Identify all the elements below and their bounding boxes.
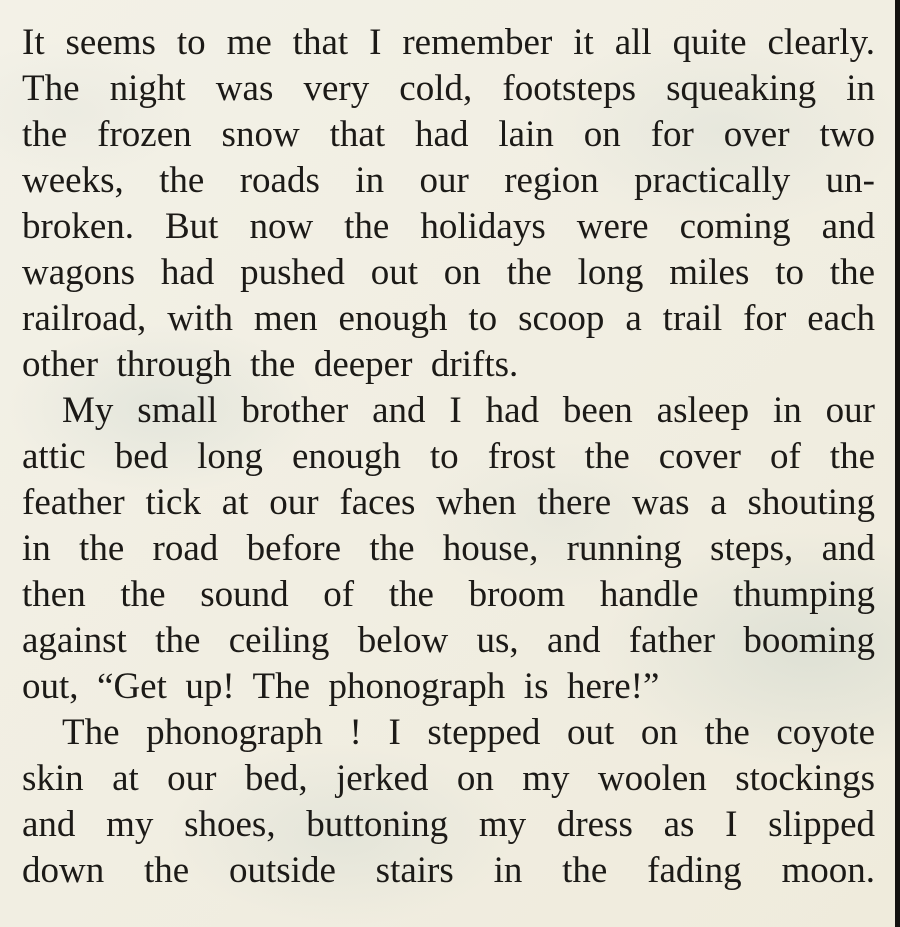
text-line: and my shoes, buttoning my dress as I slipped [22,804,875,845]
text-line: the frozen snow that had lain on for over two [22,114,875,155]
text-line: broken. But now the holidays were coming and [22,206,875,247]
text-line: against the ceiling below us, and father booming [22,620,875,661]
text-line-paragraph-start: The phonograph ! I stepped out on the coyote [62,712,875,753]
text-block [22,20,875,894]
text-line: It seems to me that I remember it all quite clearly. [22,22,875,63]
text-line-paragraph-end: other through the deeper drifts. [22,344,519,385]
text-line: skin at our bed, jerked on my woolen stockings [22,758,875,799]
text-line: weeks, the roads in our region practically un- [22,160,875,201]
text-line-paragraph-start: My small brother and I had been asleep in our [62,390,875,431]
text-line: down the outside stairs in the fading moon. [22,850,875,891]
text-line: attic bed long enough to frost the cover of the [22,436,875,477]
text-line: railroad, with men enough to scoop a trail for each [22,298,875,339]
text-line-paragraph-end: out, “Get up! The phonograph is here!” [22,666,660,707]
text-line: in the road before the house, running steps, and [22,528,875,569]
text-line: feather tick at our faces when there was a shouting [22,482,875,523]
page-scan-edge-line [895,0,900,927]
text-line: wagons had pushed out on the long miles to the [22,252,875,293]
text-line: The night was very cold, footsteps squeaking in [22,68,875,109]
text-line: then the sound of the broom handle thumping [22,574,875,615]
